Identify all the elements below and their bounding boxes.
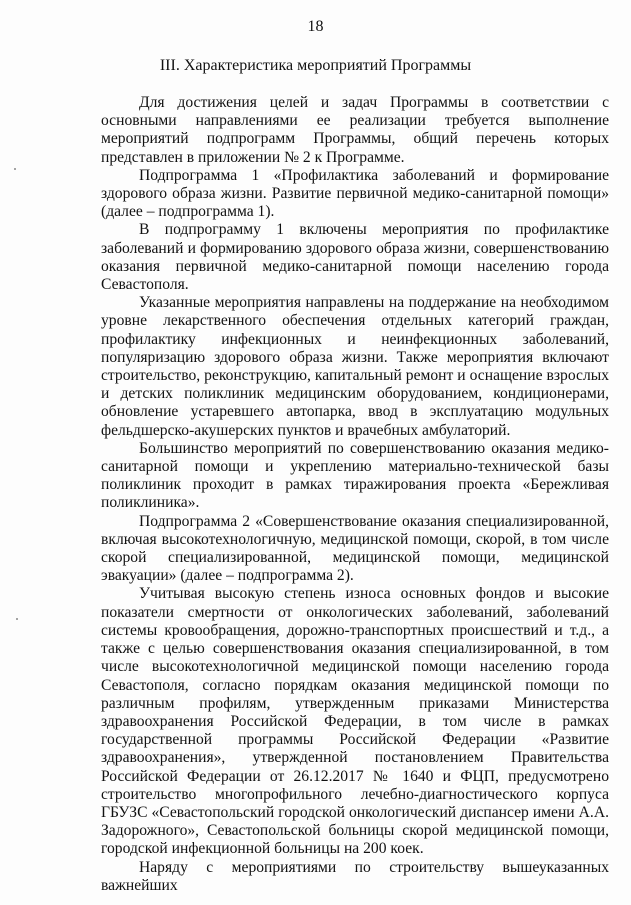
paragraph-subprogram-1-title: Подпрограмма 1 «Профилактика заболеваний и формирование здорового образа жизни. Развитие первичной медико-санитарной помощи» (далее – подпрограмма 1).	[101, 166, 609, 221]
paragraph-subprogram-2-construction: Учитывая высокую степень износа основных фондов и высокие показатели смертности от онкологических заболеваний, заболеваний системы кровообращения, дорожно-транспортных происшествий и т.д., а также с целью совершенствования оказания специализированной, в том числе высокотехнологичной медицинской помощи населению города Севастополя, согласно порядкам оказания медицинской помощи по различным профилям, утвержденным приказами Министерства здравоохранения Российской Федерации, в том числе в рамках государственной программы Российской Федерации «Развитие здравоохранения», утвержденной постановлением Правительства Российской Федерации от 26.12.2017 № 1640 и ФЦП, предусмотрено строительство многопрофильного лечебно-диагностического корпуса ГБУЗС «Севастопольский городской онкологический диспансер имени А.А. Задорожного», Севастопольской больницы скорой медицинской помощи, городской инфекционной больницы на 200 коек.	[101, 585, 609, 858]
paragraph-subprogram-1-measures: Указанные мероприятия направлены на поддержание на необходимом уровне лекарственного обеспечения отдельных категорий граждан, профилактику инфекционных и неинфекционных заболеваний, популяризацию здорового образа жизни. Также мероприятия включают строительство, реконструкцию, капитальный ремонт и оснащение взрослых и детских поликлиник медицинским оборудованием, кондиционерами, обновление устаревшего автопарка, ввод в эксплуатацию модульных фельдшерско-акушерских пунктов и врачебных амбулаторий.	[101, 294, 609, 439]
scan-speck	[14, 168, 16, 170]
paragraph-lean-polyclinic: Большинство мероприятий по совершенствованию оказания медико-санитарной помощи и укреплению материально-технической базы поликлиник проходит в рамках тиражирования проекта «Бережливая поликлиника».	[101, 439, 609, 512]
paragraph-subprogram-2-title: Подпрограмма 2 «Совершенствование оказания специализированной, включая высокотехнологичную, медицинской помощи, скорой, в том числе скорой специализированной, медицинской помощи, медицинской эвакуации» (далее – подпрограмма 2).	[101, 512, 609, 585]
paragraph-continuation: Наряду с мероприятиями по строительству вышеуказанных важнейших	[101, 858, 609, 894]
page-number: 18	[307, 18, 324, 35]
scan-speck	[16, 618, 18, 620]
paragraph-goals: Для достижения целей и задач Программы в соответствии с основными направлениями ее реализации требуется выполнение мероприятий подпрограмм Программы, общий перечень которых представлен в приложении № 2 к Программе.	[101, 94, 609, 166]
section-title: III. Характеристика мероприятий Программы	[159, 57, 472, 74]
paragraph-subprogram-1-scope: В подпрограмму 1 включены мероприятия по профилактике заболеваний и формированию здорового образа жизни, совершенствованию оказания первичной медико-санитарной помощи населению города Севастополя.	[101, 221, 609, 294]
body-text	[101, 94, 609, 895]
